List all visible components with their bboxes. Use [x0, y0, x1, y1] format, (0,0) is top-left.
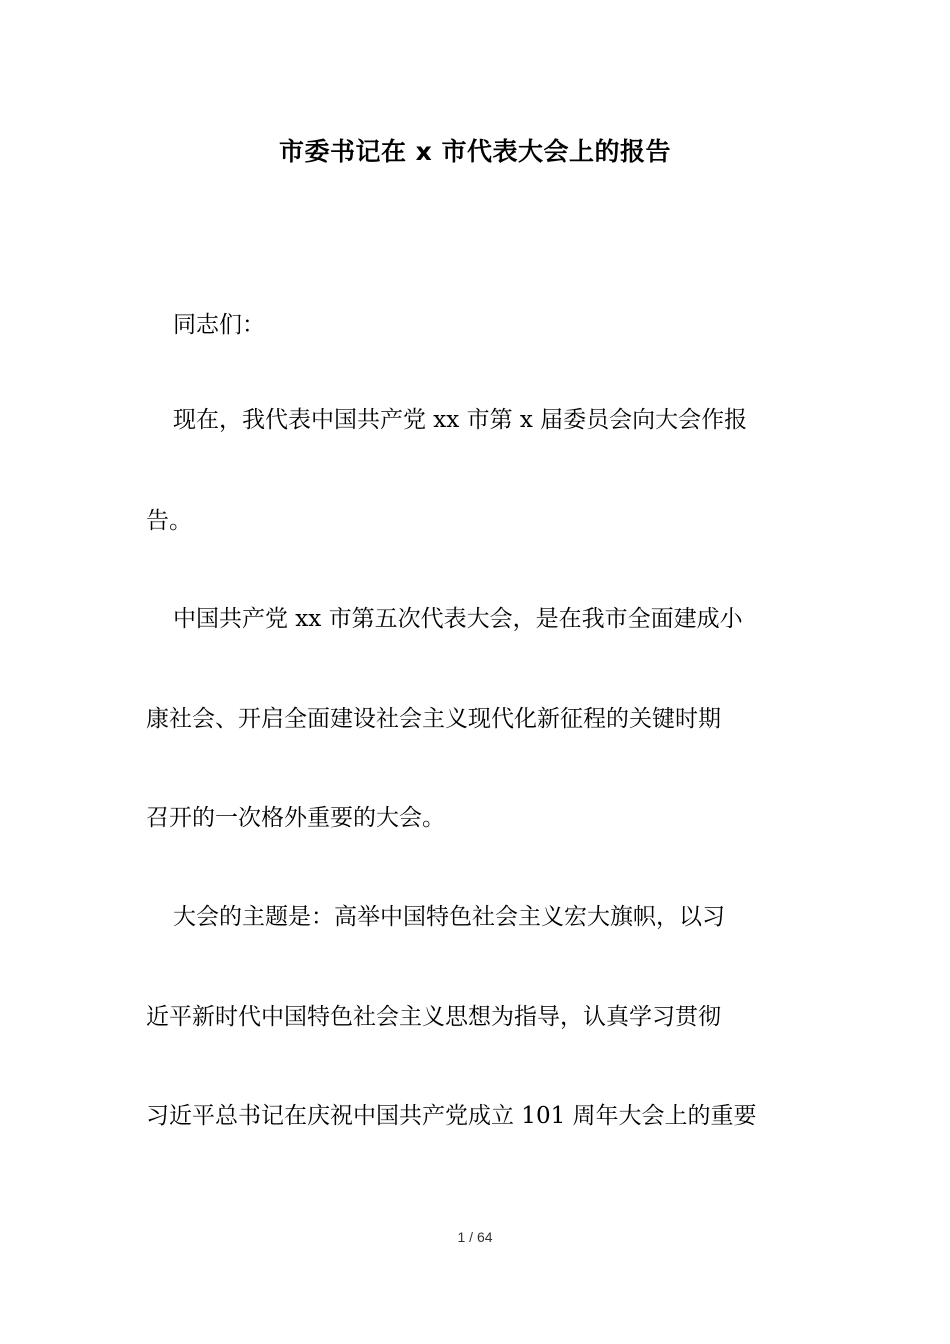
text-line-content: 近平新时代中国特色社会主义思想为指导，认真学习贯彻 [146, 1004, 721, 1030]
page-number: 1 / 64 [457, 1229, 493, 1245]
text-line-content: 召开的一次格外重要的大会。 [146, 805, 445, 831]
text-line-content: 告。 [146, 508, 192, 534]
text-line-content: 大会的主题是：高举中国特色社会主义宏大旗帜，以习 [173, 904, 725, 930]
text-line-content: 同志们： [173, 312, 265, 338]
text-line-content: 现在，我代表中国共产党 xx 市第 x 届委员会向大会作报 [173, 407, 748, 433]
text-line-content: 习近平总书记在庆祝中国共产党成立 101 周年大会上的重要 [146, 1103, 757, 1129]
text-line-content: 中国共产党 xx 市第五次代表大会，是在我市全面建成小 [173, 606, 743, 632]
page-title: 市委书记在 x 市代表大会上的报告 [278, 137, 672, 166]
text-line-content: 康社会、开启全面建设社会主义现代化新征程的关键时期 [146, 706, 721, 732]
